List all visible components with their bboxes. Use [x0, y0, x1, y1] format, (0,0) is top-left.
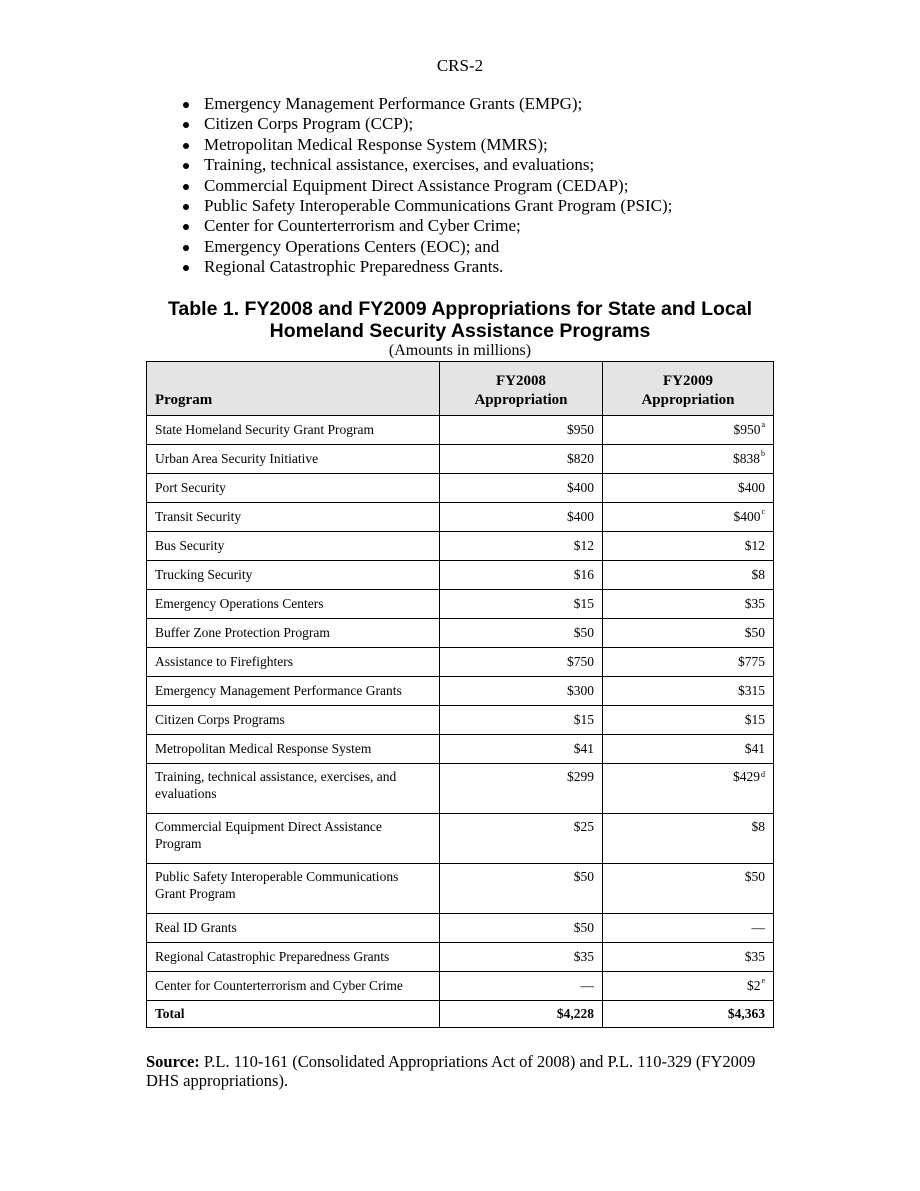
program-cell: Buffer Zone Protection Program: [147, 619, 440, 648]
fy2008-cell: $50: [440, 914, 603, 943]
fy2008-cell: $35: [440, 943, 603, 972]
table-title-line-2: Homeland Security Assistance Programs: [269, 320, 651, 342]
fy2009-value: $429: [733, 769, 760, 784]
bullet-list: [183, 94, 672, 278]
fy2009-value: $15: [744, 712, 765, 727]
table-row: [147, 532, 774, 561]
bullet-dot-icon: [183, 224, 189, 230]
column-header-fy2009-line-2: Appropriation: [641, 392, 735, 408]
column-header-program: Program: [147, 362, 440, 416]
column-header-fy2008-line-2: Appropriation: [474, 392, 568, 408]
program-cell: State Homeland Security Grant Program: [147, 416, 440, 445]
footnote-marker: d: [761, 770, 765, 779]
bullet-dot-icon: [183, 245, 189, 251]
bullet-item: [183, 257, 672, 277]
footnote-marker: a: [761, 420, 765, 429]
total-fy2008-cell: $4,228: [440, 1001, 603, 1028]
appropriations-table: [146, 361, 774, 1028]
fy2008-cell: $950: [440, 416, 603, 445]
fy2008-cell: $12: [440, 532, 603, 561]
fy2009-value: $400: [738, 480, 765, 495]
fy2009-cell: [603, 943, 774, 972]
program-cell: Public Safety Interoperable Communications Grant Program: [147, 864, 440, 914]
program-cell: Citizen Corps Programs: [147, 706, 440, 735]
table-row: [147, 764, 774, 814]
table-header-row: [147, 362, 774, 416]
column-header-fy2009: [603, 362, 774, 416]
bullet-item: [183, 135, 672, 155]
table-row: [147, 619, 774, 648]
bullet-text: Training, technical assistance, exercises, and evaluations;: [204, 155, 595, 175]
bullet-dot-icon: [183, 122, 189, 128]
program-cell: Transit Security: [147, 503, 440, 532]
bullet-item: [183, 114, 672, 134]
total-row: [147, 1001, 774, 1028]
bullet-item: [183, 176, 672, 196]
fy2008-cell: $50: [440, 864, 603, 914]
fy2009-value: $41: [744, 741, 765, 756]
fy2009-cell: [603, 735, 774, 764]
bullet-text: Commercial Equipment Direct Assistance Program (CEDAP);: [204, 175, 629, 195]
fy2009-cell: [603, 532, 774, 561]
fy2008-cell: $15: [440, 706, 603, 735]
total-fy2009-cell: $4,363: [603, 1001, 774, 1028]
page-header: CRS-2: [436, 56, 484, 75]
source-text: P.L. 110-161 (Consolidated Appropriations Act of 2008) and P.L. 110-329 (FY2009 DHS appropriations).: [146, 1052, 756, 1090]
fy2009-value: $50: [744, 869, 765, 884]
footnote-marker: c: [761, 507, 765, 516]
fy2008-cell: $299: [440, 764, 603, 814]
source-label: Source:: [146, 1052, 200, 1071]
table-row: [147, 590, 774, 619]
program-cell: Commercial Equipment Direct Assistance Program: [147, 814, 440, 864]
table-row: [147, 814, 774, 864]
fy2009-cell: [603, 677, 774, 706]
table-row: [147, 416, 774, 445]
fy2008-cell: $15: [440, 590, 603, 619]
table-subtitle: (Amounts in millions): [388, 342, 532, 359]
fy2009-cell: [603, 864, 774, 914]
fy2009-cell: [603, 445, 774, 474]
program-cell: Bus Security: [147, 532, 440, 561]
table-row: [147, 561, 774, 590]
bullet-item: [183, 94, 672, 114]
fy2008-cell: $16: [440, 561, 603, 590]
program-cell: Emergency Operations Centers: [147, 590, 440, 619]
fy2009-value: $8: [751, 819, 765, 834]
fy2008-cell: $41: [440, 735, 603, 764]
fy2009-cell: [603, 706, 774, 735]
bullet-text: Emergency Management Performance Grants (EMPG);: [204, 94, 583, 113]
bullet-dot-icon: [183, 184, 189, 190]
bullet-item: [183, 196, 672, 216]
fy2009-value: $775: [738, 654, 765, 669]
table-row: [147, 706, 774, 735]
table-body: [147, 416, 774, 1028]
fy2009-cell: [603, 619, 774, 648]
bullet-text: Citizen Corps Program (CCP);: [204, 114, 414, 134]
fy2008-cell: $300: [440, 677, 603, 706]
source-note: [146, 1052, 786, 1090]
table-title: [0, 298, 920, 342]
column-header-fy2009-line-1: FY2009: [663, 373, 713, 389]
bullet-dot-icon: [183, 143, 189, 149]
fy2009-value: —: [751, 920, 765, 935]
footnote-marker: b: [761, 449, 765, 458]
fy2009-value: $8: [751, 567, 765, 582]
program-cell: Regional Catastrophic Preparedness Grants: [147, 943, 440, 972]
fy2008-cell: $50: [440, 619, 603, 648]
fy2008-cell: $750: [440, 648, 603, 677]
fy2008-cell: $400: [440, 474, 603, 503]
fy2008-cell: $25: [440, 814, 603, 864]
fy2009-value: $35: [744, 596, 765, 611]
fy2009-cell: [603, 648, 774, 677]
bullet-dot-icon: [183, 265, 189, 271]
table-row: [147, 972, 774, 1001]
bullet-text: Center for Counterterrorism and Cyber Crime;: [204, 216, 521, 236]
fy2009-cell: [603, 561, 774, 590]
table-title-line-1: Table 1. FY2008 and FY2009 Appropriations for State and Local: [167, 298, 753, 320]
fy2009-cell: [603, 474, 774, 503]
program-cell: Port Security: [147, 474, 440, 503]
table-row: [147, 943, 774, 972]
bullet-dot-icon: [183, 204, 189, 210]
program-cell: Trucking Security: [147, 561, 440, 590]
bullet-item: [183, 216, 672, 236]
fy2009-value: $400: [733, 509, 761, 524]
fy2009-value: $35: [744, 949, 765, 964]
bullet-dot-icon: [183, 163, 189, 169]
table-row: [147, 864, 774, 914]
fy2008-cell: $400: [440, 503, 603, 532]
bullet-text: Public Safety Interoperable Communications Grant Program (PSIC);: [204, 196, 673, 216]
column-header-fy2008: [440, 362, 603, 416]
program-cell: Real ID Grants: [147, 914, 440, 943]
program-cell: Training, technical assistance, exercises, and evaluations: [147, 764, 440, 814]
table-row: [147, 677, 774, 706]
fy2009-cell: [603, 814, 774, 864]
footnote-marker: e: [761, 976, 765, 985]
program-cell: Center for Counterterrorism and Cyber Crime: [147, 972, 440, 1001]
table-row: [147, 914, 774, 943]
fy2009-value: $12: [744, 538, 765, 553]
bullet-text: Emergency Operations Centers (EOC); and: [204, 236, 500, 256]
fy2009-cell: [603, 764, 774, 814]
program-cell: Urban Area Security Initiative: [147, 445, 440, 474]
table-row: [147, 474, 774, 503]
fy2009-value: $315: [738, 683, 765, 698]
fy2009-cell: [603, 503, 774, 532]
fy2009-value: $50: [744, 625, 765, 640]
program-cell: Metropolitan Medical Response System: [147, 735, 440, 764]
table-row: [147, 648, 774, 677]
fy2009-cell: [603, 590, 774, 619]
total-label-cell: Total: [147, 1001, 440, 1028]
fy2009-value: $838: [733, 451, 760, 466]
program-cell: Assistance to Firefighters: [147, 648, 440, 677]
bullet-text: Metropolitan Medical Response System (MMRS);: [204, 134, 548, 154]
table-row: [147, 735, 774, 764]
fy2009-cell: [603, 914, 774, 943]
bullet-item: [183, 237, 672, 257]
fy2008-cell: —: [440, 972, 603, 1001]
program-cell: Emergency Management Performance Grants: [147, 677, 440, 706]
table-row: [147, 503, 774, 532]
fy2008-cell: $820: [440, 445, 603, 474]
column-header-fy2008-line-1: FY2008: [496, 373, 546, 389]
fy2009-value: $2: [746, 978, 761, 993]
bullet-dot-icon: [183, 102, 189, 108]
bullet-text: Regional Catastrophic Preparedness Grants.: [204, 257, 504, 277]
fy2009-value: $950: [733, 422, 761, 437]
table-row: [147, 445, 774, 474]
fy2009-cell: [603, 972, 774, 1001]
bullet-item: [183, 155, 672, 175]
fy2009-cell: [603, 416, 774, 445]
